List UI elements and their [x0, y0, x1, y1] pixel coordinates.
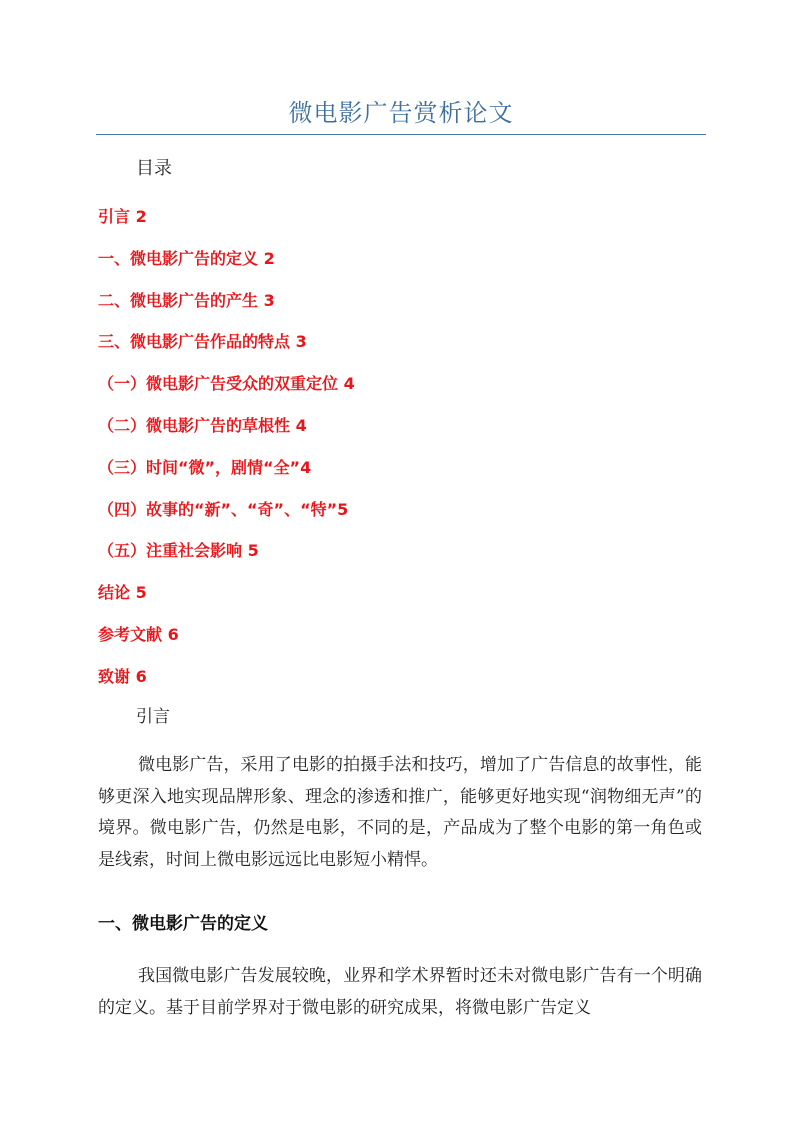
toc-item-story[interactable]: （四）故事的“新”、“奇”、“特”5: [98, 499, 349, 519]
toc-item-definition[interactable]: 一、微电影广告的定义 2: [98, 248, 275, 268]
definition-paragraph: 我国微电影广告发展较晚，业界和学术界暂时还未对微电影广告有一个明确的定义。基于目前学界对于微电影的研究成果，将微电影广告定义: [98, 966, 702, 1018]
toc-item-social-impact[interactable]: （五）注重社会影响 5: [98, 541, 259, 561]
section-heading-definition: 一、微电影广告的定义: [98, 914, 268, 934]
toc-item-time-plot[interactable]: （三）时间“微”，剧情“全”4: [98, 457, 312, 477]
toc-heading: 目录: [136, 158, 172, 179]
title-divider: [96, 134, 706, 135]
toc-item-acknowledgements[interactable]: 致谢 6: [98, 666, 147, 686]
toc-item-grassroots[interactable]: （二）微电影广告的草根性 4: [98, 415, 307, 435]
intro-paragraph: 微电影广告，采用了电影的拍摄手法和技巧，增加了广告信息的故事性，能够更深入地实现品牌形象、理念的渗透和推广，能够更好地实现“润物细无声”的境界。微电影广告，仍然是电影，不同的是，产品成为了整个电影的第一角色或是线索，时间上微电影远远比电影短小精悍。: [98, 755, 702, 870]
toc-item-origin[interactable]: 二、微电影广告的产生 3: [98, 290, 275, 310]
toc-item-intro[interactable]: 引言 2: [98, 207, 147, 226]
document-title: 微电影广告赏析论文: [288, 99, 514, 127]
intro-label: 引言: [136, 707, 170, 727]
table-of-contents: [98, 205, 355, 707]
toc-item-audience[interactable]: （一）微电影广告受众的双重定位 4: [98, 374, 355, 394]
toc-item-features[interactable]: 三、微电影广告作品的特点 3: [98, 332, 307, 352]
toc-item-conclusion[interactable]: 结论 5: [98, 583, 147, 603]
toc-item-references[interactable]: 参考文献 6: [98, 624, 179, 644]
